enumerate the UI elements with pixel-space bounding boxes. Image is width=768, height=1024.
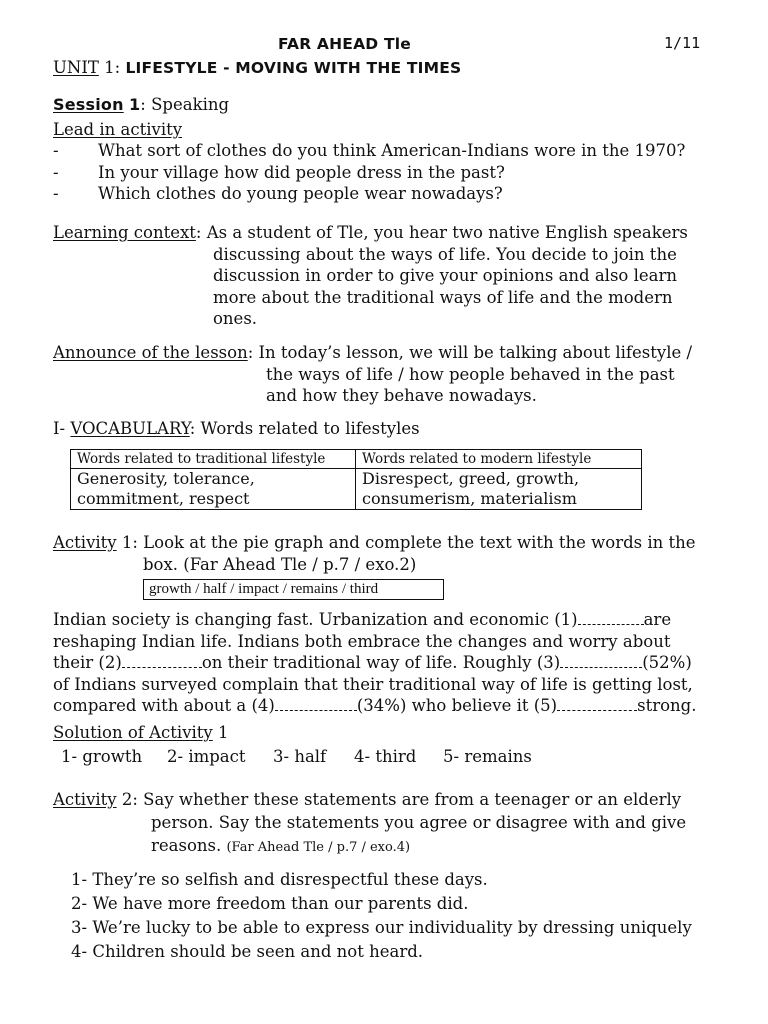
table-header-row: [71, 450, 642, 469]
session-topic: : Speaking: [140, 95, 230, 114]
table-header-cell: Words related to modern lifestyle: [356, 450, 642, 469]
learning-context: Learning context: As a student of Tle, you hear two native English speakers discussing about the ways of life. You decide to join the discussion in order to give your opinions and also learn more about the traditional ways of life and the modern ones.: [53, 223, 688, 328]
session-number: 1: [128, 95, 141, 114]
unit-number: 1:: [104, 58, 121, 77]
announce-lesson: Announce of the lesson: In today’s lesson, we will be talking about lifestyle / the ways of life / how people behaved in the past and how they behave nowadays.: [53, 343, 693, 405]
blank-1[interactable]: [578, 610, 644, 625]
activity-2-label: Activity: [53, 790, 117, 809]
unit-heading: [53, 58, 461, 77]
list-item: - In your village how did people dress in the past?: [53, 162, 505, 182]
list-item: 5- remains: [443, 747, 532, 766]
announce-label: Announce of the lesson: [53, 343, 248, 362]
activity-1-instructions: Activity 1: Look at the pie graph and complete the text with the words in the box. (Far Ahead Tle / p.7 / exo.2): [53, 533, 696, 574]
blank-2[interactable]: [122, 653, 202, 668]
unit-title: LIFESTYLE - MOVING WITH THE TIMES: [125, 59, 462, 77]
list-item: 3- half: [273, 747, 327, 766]
learning-context-label: Learning context: [53, 223, 196, 242]
list-item: 2- impact: [167, 747, 246, 766]
table-header-cell: Words related to traditional lifestyle: [71, 450, 356, 469]
vocabulary-table: [70, 449, 642, 510]
session-heading: [53, 95, 229, 114]
blank-4[interactable]: [275, 696, 357, 711]
list-item: 4- Children should be seen and not heard.: [71, 942, 424, 961]
activity-1-label: Activity: [53, 533, 117, 552]
list-item: 4- third: [354, 747, 417, 766]
activity-2-reference: (Far Ahead Tle / p.7 / exo.4): [226, 840, 411, 855]
solution-heading: Solution of Activity 1: [53, 723, 229, 742]
activity-1-text: Indian society is changing fast. Urbanization and economic (1) are reshaping Indian life. Indians both embrace the changes and worry about their (2) on their traditional way of life. Roughly (3) (52%) of Indians surveyed complain that their traditional way of life is getting lost, compared with about a (4) (34%) who believe it (5) strong.: [53, 610, 697, 715]
list-item: 1- They’re so selfish and disrespectful these days.: [71, 870, 488, 889]
page-number: 1/11: [664, 34, 701, 52]
list-item: 3- We’re lucky to be able to express our individuality by dressing uniquely: [71, 918, 692, 937]
blank-5[interactable]: [557, 696, 637, 711]
lead-in-title: Lead in activity: [53, 120, 183, 139]
vocabulary-label: VOCABULARY: [70, 419, 190, 438]
list-item: 1- growth: [61, 747, 143, 766]
document-title: FAR AHEAD Tle: [278, 35, 411, 53]
lead-in-questions: [53, 140, 685, 205]
list-item: - What sort of clothes do you think American-Indians wore in the 1970?: [53, 141, 686, 160]
activity-2-statements: [71, 868, 692, 964]
activity-2-instructions: Activity 2: Say whether these statements are from a teenager or an elderly person. Say the statements you agree or disagree with and give reasons. (Far Ahead Tle / p.7 / exo.4): [53, 790, 687, 855]
unit-label: UNIT: [53, 58, 99, 77]
list-item: 2- We have more freedom than our parents did.: [71, 894, 469, 913]
table-row: [71, 469, 642, 510]
vocabulary-heading: I- VOCABULARY: Words related to lifestyles: [53, 419, 420, 438]
word-box: growth / half / impact / remains / third: [143, 579, 444, 600]
table-cell: Disrespect, greed, growth, consumerism, materialism: [356, 469, 642, 510]
blank-3[interactable]: [560, 653, 642, 668]
list-item: - Which clothes do young people wear nowadays?: [53, 184, 503, 203]
table-cell: Generosity, tolerance, commitment, respect: [71, 469, 356, 510]
session-label: Session: [53, 95, 124, 114]
